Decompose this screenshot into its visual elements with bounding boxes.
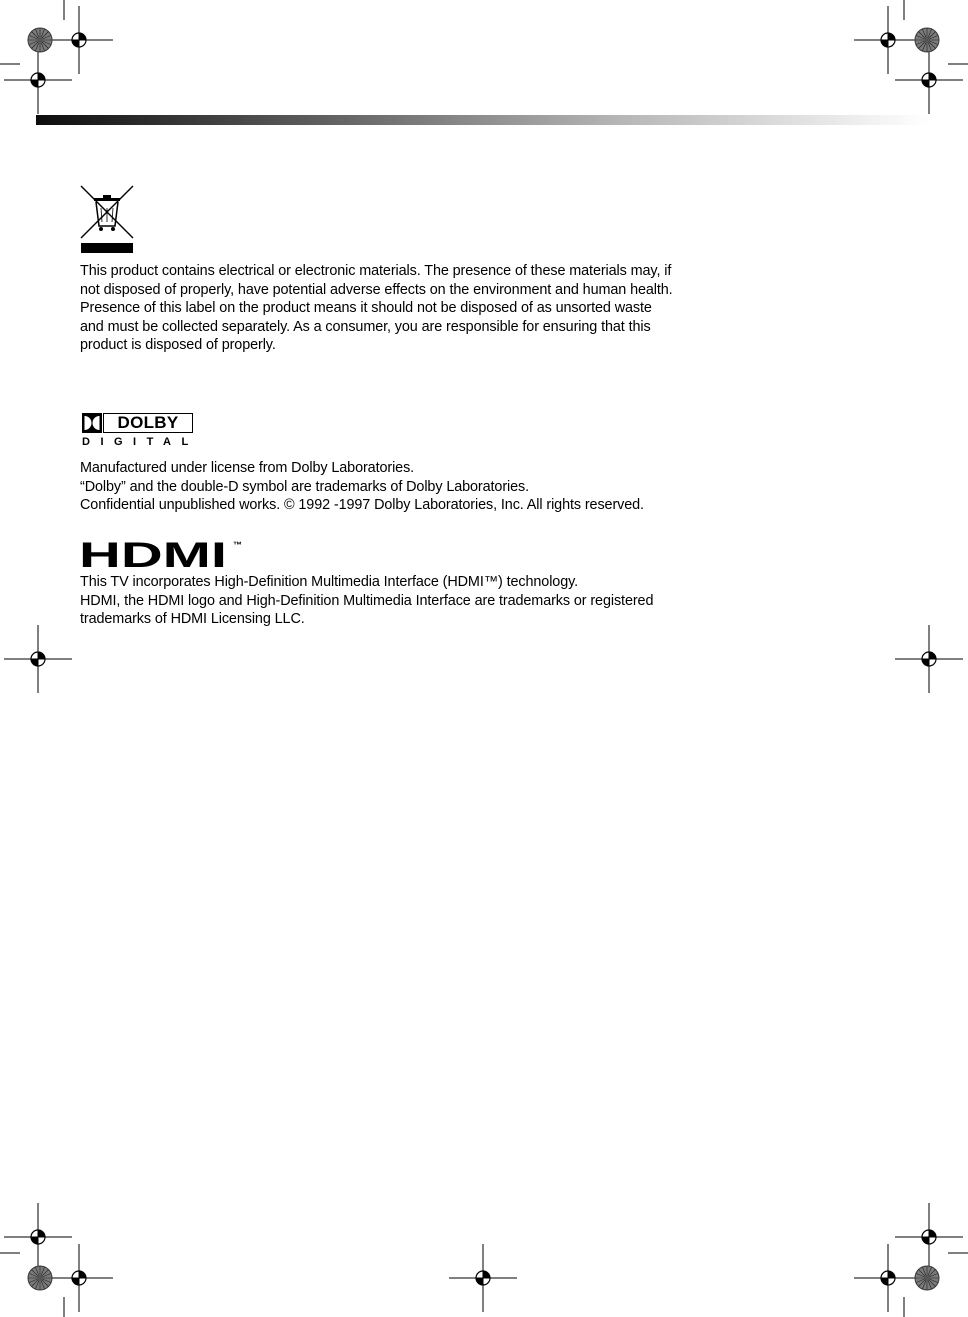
color-target-top-left-icon [28,28,52,52]
registration-mark-bottom-right [854,1244,922,1312]
weee-line: not disposed of properly, have potential adverse effects on the environment and human health. [80,281,673,298]
color-target-top-right-icon [915,28,939,52]
dolby-digital-text: DIGITAL [82,436,199,448]
dolby-digital-logo [82,413,197,449]
registration-mark-right-upper [895,46,963,114]
color-target-bottom-right-icon [915,1266,939,1290]
registration-mark-bottom-center [449,1244,517,1312]
hdmi-line: HDMI, the HDMI logo and High-Definition Multimedia Interface are trademarks or registered [80,592,654,609]
hdmi-trademark-symbol: ™ [233,540,242,550]
weee-line: This product contains electrical or electronic materials. The presence of these materials may, if [80,263,672,279]
registration-mark-top-right [854,6,922,74]
hdmi-line: trademarks of HDMI Licensing LLC. [80,611,305,627]
dolby-line: Manufactured under license from Dolby Laboratories. [80,460,415,476]
registration-mark-right-lower [895,1203,963,1271]
dolby-brand-text: DOLBY [103,413,193,433]
dolby-line: “Dolby” and the double-D symbol are trademarks of Dolby Laboratories. [80,478,530,495]
registration-mark-left-upper [4,46,72,114]
crossed-out-wheeled-bin-icon [79,184,135,254]
color-target-bottom-left-icon [28,1266,52,1290]
double-d-icon [82,413,102,433]
hdmi-logo [79,539,245,569]
hdmi-trademark-notice [80,573,653,629]
dolby-line: Confidential unpublished works. © 1992 -1997 Dolby Laboratories, Inc. All rights reserved. [80,497,644,513]
weee-line: and must be collected separately. As a consumer, you are responsible for ensuring that this [80,318,651,335]
hdmi-logo-text: HDMI [79,539,227,569]
registration-mark-left-middle [4,625,72,693]
dolby-license-notice [80,459,644,515]
weee-line: product is disposed of properly. [80,337,276,353]
hdmi-line: This TV incorporates High-Definition Multimedia Interface (HDMI™) technology. [80,574,579,590]
registration-mark-left-lower [4,1203,72,1271]
registration-mark-top-left [45,6,113,74]
registration-mark-right-middle [895,625,963,693]
weee-line: Presence of this label on the product means it should not be disposed of as unsorted waste [80,300,652,316]
registration-mark-bottom-left [45,1244,113,1312]
header-gradient-bar [36,115,929,125]
weee-disposal-notice [80,262,673,355]
